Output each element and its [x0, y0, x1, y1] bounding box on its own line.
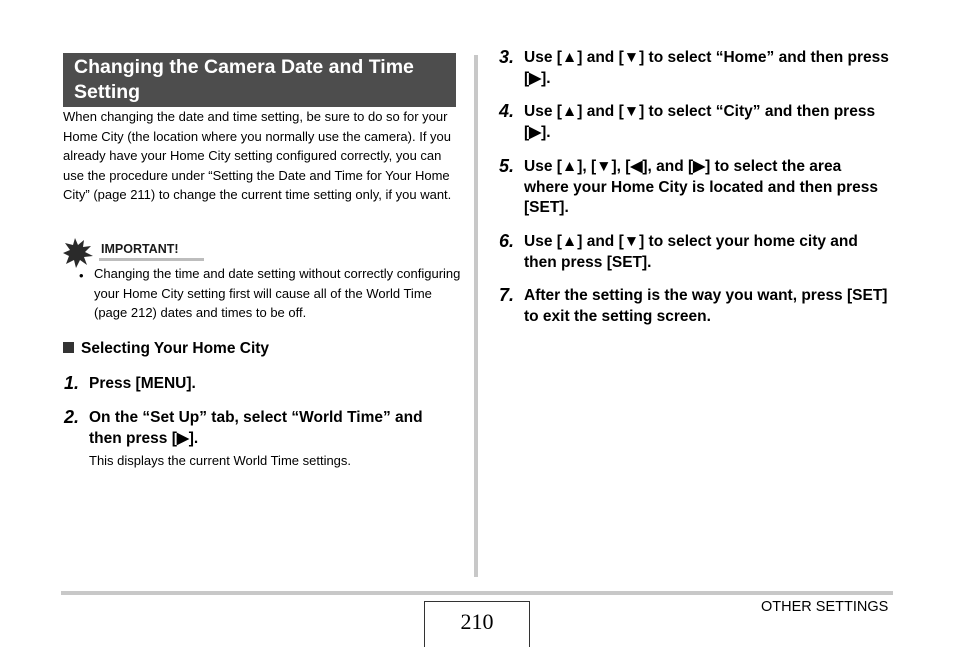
intro-paragraph: When changing the date and time setting, be sure to do so for your Home City (the location where you normally use the camera). If you already have your Home City setting configured correctly, you can use the procedure under “Setting the Date and Time for Your Home City” (page 211) to change the current time setting only, if you want.: [63, 109, 452, 203]
step-text: Use [▲] and [▼] to select “City” and then press [▶].: [524, 103, 876, 141]
step-text: Use [▲] and [▼] to select “Home” and then press [▶].: [524, 49, 889, 87]
important-bullet-text: Changing the time and date setting without correctly configuring your Home City setting first will cause all of the World Time (page 212) dates and times to be off.: [94, 266, 461, 321]
important-underline: [99, 258, 204, 261]
step-number: 4.: [499, 101, 515, 121]
subsection-heading: [63, 340, 269, 358]
step-number: 6.: [499, 231, 515, 251]
bullet-icon: •: [79, 268, 84, 283]
step-number: 2.: [64, 407, 80, 427]
section-title: Changing the Camera Date and Time Setting: [63, 53, 456, 107]
footer-section-label: OTHER SETTINGS: [761, 599, 889, 615]
page-number: 210: [424, 601, 530, 647]
step-text: Use [▲], [▼], [◀], and [▶] to select the area where your Home City is located and then press [SET].: [524, 158, 879, 216]
important-label: IMPORTANT!: [101, 242, 179, 256]
step-text: Press [MENU].: [89, 375, 196, 392]
column-divider: [474, 55, 478, 577]
square-bullet-icon: [63, 342, 74, 353]
footer-divider: [61, 591, 893, 595]
step-number: 5.: [499, 156, 515, 176]
step-text: After the setting is the way you want, press [SET] to exit the setting screen.: [524, 287, 888, 325]
subsection-title: Selecting Your Home City: [81, 340, 270, 357]
step-note: This displays the current World Time settings.: [89, 453, 352, 468]
step-text: On the “Set Up” tab, select “World Time” and then press [▶].: [89, 409, 423, 447]
step-number: 3.: [499, 47, 515, 67]
step-text: Use [▲] and [▼] to select your home city and then press [SET].: [524, 233, 858, 271]
step-number: 1.: [64, 373, 80, 393]
step-number: 7.: [499, 285, 515, 305]
